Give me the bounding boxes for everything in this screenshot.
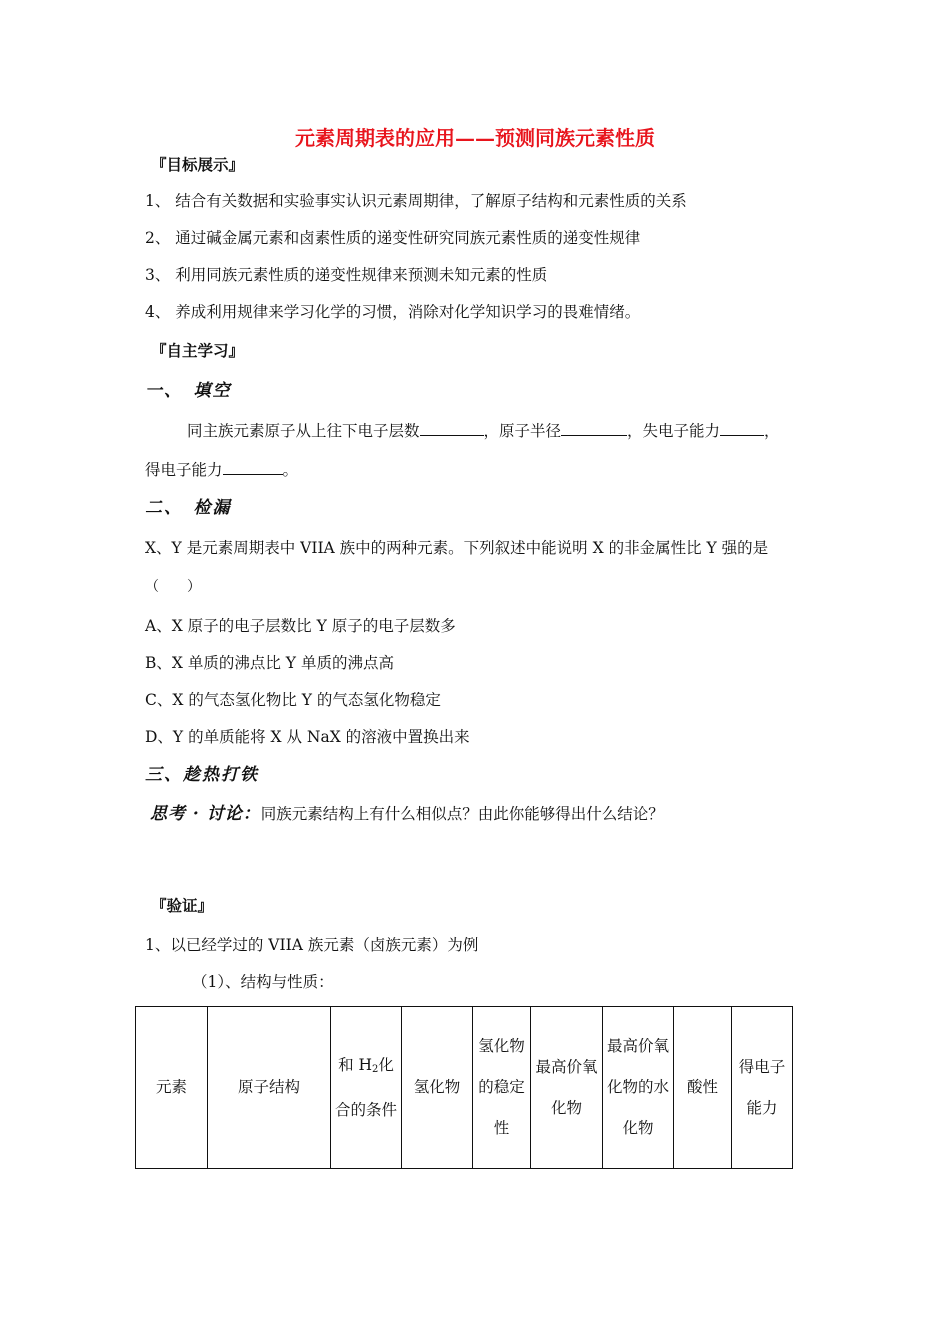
table-header-row bbox=[136, 1007, 793, 1169]
fill-text: ，失电子能力 bbox=[627, 422, 721, 440]
option-d: D、Y 的单质能将 X 从 NaX 的溶液中置换出来 bbox=[145, 728, 470, 746]
fill-text: 得电子能力 bbox=[145, 461, 223, 479]
answer-blank[interactable] bbox=[223, 460, 283, 475]
fill-text: 。 bbox=[282, 461, 299, 479]
goal-item: 3、 利用同族元素性质的递变性规律来预测未知元素的性质 bbox=[145, 266, 548, 284]
properties-table bbox=[135, 1006, 793, 1169]
fill-text: ， bbox=[764, 422, 780, 440]
fill-text: ，原子半径 bbox=[483, 422, 562, 440]
option-a: A、X 原子的电子层数比 Y 原子的电子层数多 bbox=[145, 617, 456, 635]
header-text: 和 H bbox=[338, 1055, 373, 1074]
option-b: B、X 单质的沸点比 Y 单质的沸点高 bbox=[145, 654, 394, 672]
table-header-cell bbox=[331, 1007, 402, 1169]
table-header-cell: 最高价氧化物的水化物 bbox=[603, 1007, 674, 1169]
answer-blank[interactable] bbox=[420, 421, 484, 436]
goals-heading: 『目标展示』 bbox=[151, 155, 245, 174]
table-header-cell: 氢化物的稳定性 bbox=[473, 1007, 531, 1169]
answer-blank[interactable] bbox=[561, 421, 627, 436]
table-header-cell: 得电子能力 bbox=[732, 1007, 793, 1169]
answer-blank[interactable] bbox=[720, 421, 764, 436]
section-check-label: 二、 检漏 bbox=[145, 498, 232, 518]
header-text: 化合的条件 bbox=[334, 1055, 397, 1119]
verify-heading: 『验证』 bbox=[151, 896, 214, 915]
table-header-cell: 元素 bbox=[136, 1007, 208, 1169]
goal-item: 4、 养成利用规律来学习化学的习惯，消除对化学知识学习的畏难情绪。 bbox=[145, 303, 641, 321]
think-text: 同族元素结构上有什么相似点？由此你能够得出什么结论？ bbox=[260, 805, 664, 823]
self-study-heading: 『自主学习』 bbox=[151, 341, 245, 360]
fill-line-2 bbox=[145, 460, 298, 480]
answer-paren: （ ） bbox=[145, 579, 201, 595]
section-practice-label: 三、趁热打铁 bbox=[145, 765, 259, 785]
table-header-cell: 氢化物 bbox=[402, 1007, 473, 1169]
fill-text: 同主族元素原子从上往下电子层数 bbox=[187, 422, 420, 440]
option-c: C、X 的气态氢化物比 Y 的气态氢化物稳定 bbox=[145, 691, 441, 709]
verify-subitem: （1）、结构与性质： bbox=[192, 973, 334, 991]
subscript: 2 bbox=[372, 1063, 379, 1075]
question-text: X、Y 是元素周期表中 VIIA 族中的两种元素。下列叙述中能说明 X 的非金属性比 Y 强的是 bbox=[145, 539, 769, 557]
fill-line-1 bbox=[187, 421, 780, 441]
page-title: 元素周期表的应用——预测同族元素性质 bbox=[295, 126, 655, 150]
table-header-cell: 原子结构 bbox=[208, 1007, 331, 1169]
section-fill-label: 一、 填空 bbox=[145, 381, 232, 401]
think-label: 思考 · 讨论： bbox=[150, 804, 261, 824]
verify-item: 1、以已经学过的 VIIA 族元素（卤族元素）为例 bbox=[145, 936, 479, 954]
think-discuss bbox=[150, 804, 664, 824]
table-header-cell: 最高价氧化物 bbox=[531, 1007, 603, 1169]
goal-item: 1、 结合有关数据和实验事实认识元素周期律，了解原子结构和元素性质的关系 bbox=[145, 192, 687, 210]
goal-item: 2、 通过碱金属元素和卤素性质的递变性研究同族元素性质的递变性规律 bbox=[145, 229, 641, 247]
table-header-cell: 酸性 bbox=[674, 1007, 732, 1169]
